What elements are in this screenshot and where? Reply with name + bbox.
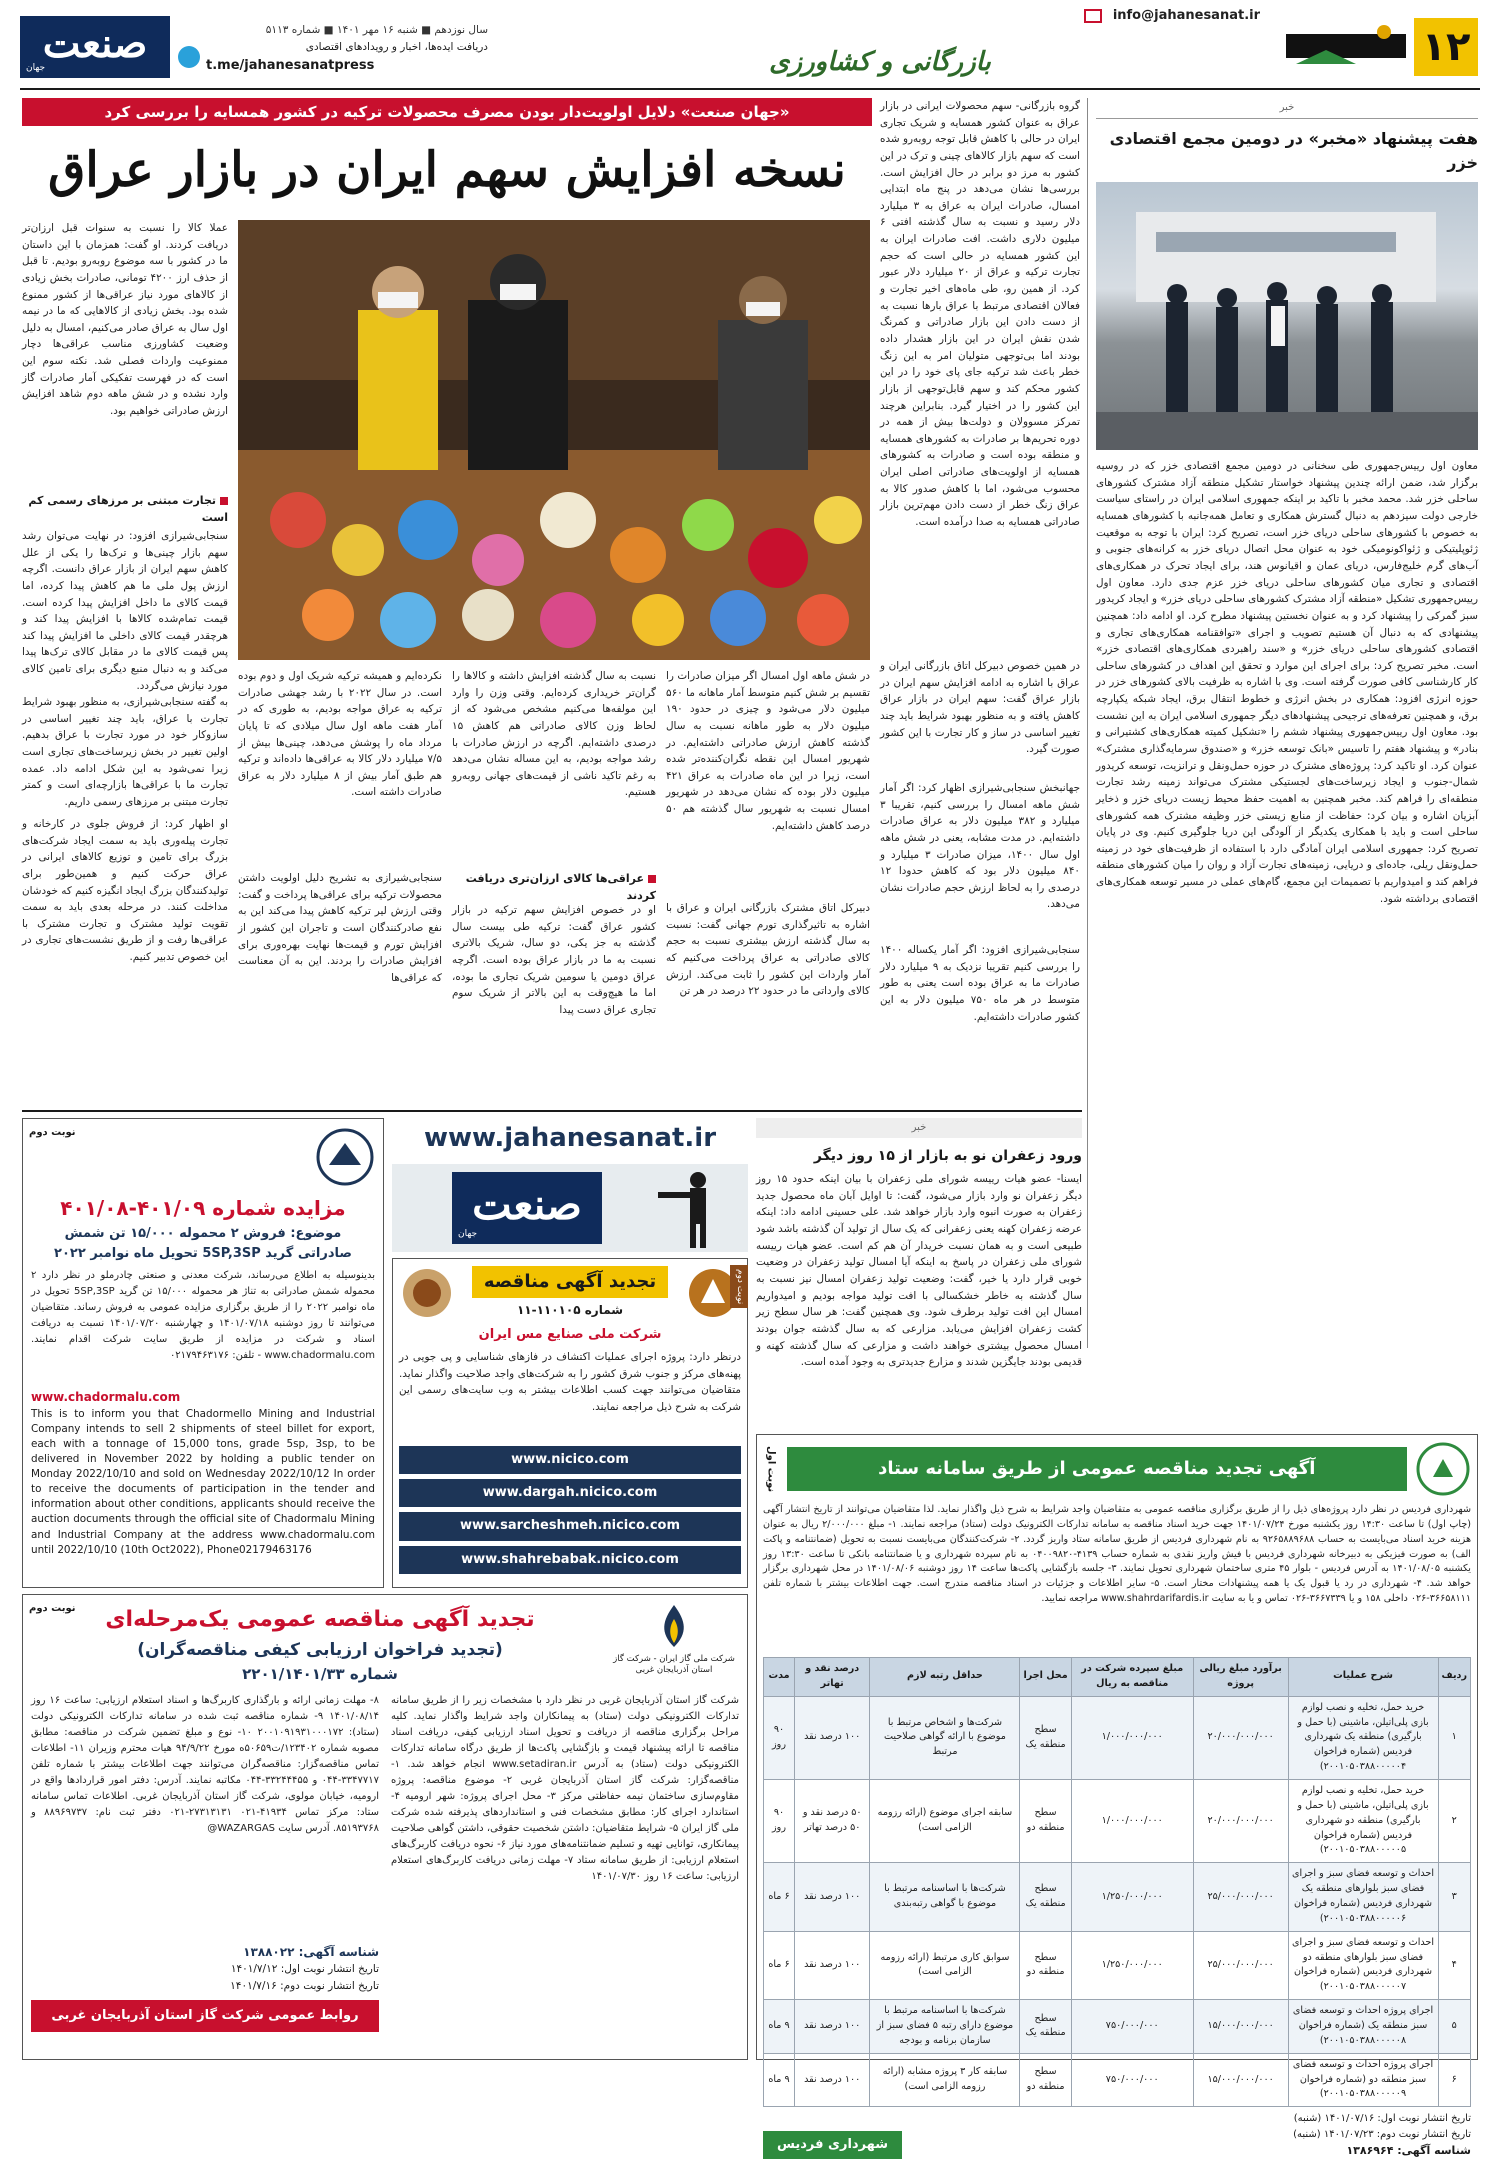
email-line[interactable]: info@jahanesanat.ir [1084,6,1260,26]
table-cell: ۳ [1438,1863,1470,1931]
nicico-ad [392,1258,748,1588]
table-cell: ۶ ماه [764,1931,795,1999]
main-col-4: نکرده‌ایم و همیشه ترکیه شریک اول و دوم بوده است. در سال ۲۰۲۲ با رشد جهشی صادرات ترکیه به عراق مواجه بودیم، به طوری که در آمار هفت ماهه اول سال میلادی که تا پایان مرداد ماه را پوشش می‌دهد، چینی‌ها بیش از ۷/۵ میلیارد دلار کالا به عراقی‌ها داده‌اند و ترکیه هم طبق آمار بیش از ۸ میلیارد دلار به عراق صادرات داشته است. [238,670,443,799]
table-header-row [764,1658,1471,1697]
table-cell: ۵ [1438,2000,1470,2054]
gas-number: شماره ۲۲۰۱/۱۴۰۱/۳۳ [242,1665,398,1684]
chadormalu-body-en: This is to inform you that Chadormello Mining and Industrial Company intends to sell 2 shipments of steel billet for export, each with a tonnage of 15,000 tons, grade 5sp, 3sp, to be delivered in November 2022 by holding a public tender on Monday 2022/10/10 and sold on Wednesday 2022/10/12 In order to receive the documents of participation in the tender and information about other conditions, applicants should receive the auction documents through the official site of Chadormalu Mining and Industrial Company at the address www.chadormalu.com until 2022/10/10 (10th Oct2022), Phone02179463176 [31,1407,375,1556]
masthead-logo: صنعت جهان [20,16,170,78]
gas-company-logo-text: شرکت ملی گاز ایران - شرکت گاز استان آذربایجان غربی [613,1654,735,1676]
side-article-photo [1096,182,1478,450]
brand-banner [392,1164,748,1252]
table-cell: شرکت‌ها با اساسنامه مرتبط با موضوع با گواهی رتبه‌بندی [870,1863,1020,1931]
fardis-shenase: شناسه آگهی: ۱۳۸۶۹۶۴ [1346,2144,1471,2158]
section-title: بازرگانی و کشاورزی [769,47,991,77]
bullet-mark [220,497,228,505]
table-cell: ۲۵/۰۰۰/۰۰۰/۰۰۰ [1193,1863,1288,1931]
main-col-3: نسبت به سال گذشته افزایش داشته و کالاها را گران‌تر خریداری کرده‌ایم. وقتی وزن را وارد این مولفه‌ها می‌کنیم مشخص می‌شود که از لحاظ وزن کالای صادراتی هم کاهش ۱۵ درصدی داشته‌ایم. اگرچه در ارزش صادرات با رشد مواجه بودیم، به این مساله نشان می‌دهد به رغم تاکید ناشی از قیمت‌های جهانی روبه‌رو هستیم. [452,670,656,799]
page-header [0,0,1500,96]
side-article [1096,98,1478,1348]
main-col-3b: او در خصوص افزایش سهم ترکیه در بازار کشور عراق گفت: ترکیه طی بیست سال گذشته به جز یکی، دو سال، شریک بالاتری نسبت به ما در بازار عراق بوده است. اگرچه عراق دومین یا سومین شریک تجاری ما بوده، اما ما هیچ‌وقت به این بالاتر از شریک سوم تجاری عراق دست پیدا [452,904,656,1016]
table-cell: احداث و توسعه فضای سبز و اجرای فضای سبز بلوارهای منطقه دو شهرداری فردیس (شماره فراخوان ۲۰۰۱۰۵۰۳۸۸۰۰۰۰۰۷) [1288,1931,1438,1999]
table-cell: سطح منطقه یک [1020,1696,1071,1779]
main-kicker: «جهان صنعت» دلایل اولویت‌دار بودن مصرف محصولات ترکیه در کشور همسایه را بررسی کرد [22,98,872,126]
fardis-ad [756,1434,1478,2158]
table-cell: سطح منطقه دو [1020,1780,1071,1863]
side-article-title: هفت پیشنهاد «مخبر» در دومین مجمع اقتصادی خزر [1109,128,1478,173]
main-col-2: در شش ماهه اول امسال اگر میزان صادرات را تقسیم بر شش کنیم متوسط آمار ماهانه ما ۵۶۰ میلیون دلار می‌شود و چیزی در حدود ۱۹۰ میلیون دلار به طور ماهانه نسبت به سال گذشته کاهش ارزش صادراتی داشته‌ایم. در شهریور امسال این نقطه نگران‌کننده‌تر شده است، زیرا در این ماه صادرات به عراق ۴۲۱ میلیون دلار بوده که نشان می‌دهد در شهریور امسال نسبت به شهریور سال گذشته هم ۵۰ درصد کاهش داشته‌ایم. [666,670,870,832]
saffron-body: ایسنا- عضو هیات رییسه شورای ملی زعفران با بیان اینکه حدود ۱۵ روز دیگر زعفران نو وارد بازار می‌شود، گفت: تا اوایل آبان ماه محصول جدید زعفران به صورت انبوه وارد بازار خواهد شد. علی حسینی ادامه داد: اینکه عرضه زعفران کهنه یعنی زعفرانی که یک سال از تولید آن گذشته باشد شود طبیعی است و به همان نسبت خریدار آن هم کم است. عضو هیات رییسه شورای ملی زعفران در پاسخ به اینکه آیا امسال تولید زعفران در وضعیت خوبی قرار دارد یا خیر، گفت: وضعیت تولید زعفران امسال نیز نسبت به سال گذشته به خاطر خشکسالی با افت تولید مواجه بودیم و امیدواریم امسال این افت تولید برطرف شود. وی همچنین گفت: هر سال سطح زیر کشت زعفران افزایش می‌یابد. مزارعی که به سال گذشته جوان بودند امسال محصول بیشتری خواهند داشت و مزارعی که سال گذشته کهنه و قدیمی بودند جایگزین شدند و مزارع جدیدتری به وجود آمده است. [756,1173,1082,1369]
gas-col-right: شرکت گاز استان آذربایجان غربی در نظر دارد با مشخصات زیر را از طریق سامانه تدارکات الکترونیکی دولت (ستاد) به پیمانکاران واجد شرایط واگذار نماید. کلیه مراحل برگزاری مناقصه از دریافت و تحویل اسناد ارزیابی کیفی، دریافت اسناد مناقصه تا ارائه پیشنهاد قیمت و بازگشایی پاکت‌ها از طریق درگاه سامانه تدارکات الکترونیکی دولت (ستاد) به آدرس www.setadiran.ir انجام خواهد شد. ۱- مناقصه‌گزار: شرکت گاز استان آذربایجان غربی ۲- موضوع مناقصه: پروژه مقاوم‌سازی ساختمان نیمه حفاظتی مرکز ۳- محل اجرای پروژه: شهر ارومیه ۴- استاندارد اجرای کار: مطابق مشخصات فنی و استانداردهای پذیرفته شده شرکت ملی گاز ایران ۵- شرایط متقاضیان: داشتن شخصیت حقوقی، داشتن گواهی صلاحیت پیمانکاری، توانایی تهیه و تسلیم ضمانتنامه‌های مورد نیاز ۶- نحوه دریافت کاربرگ‌های استعلام ارزیابی: از طریق سامانه ستاد ۷- مهلت زمانی دریافت کاربرگ‌های استعلام ارزیابی: ساعت ۱۶ روز ۱۴۰۱/۰۷/۳۰ [391,1694,740,1882]
table-cell: ۱۰۰ درصد نقد [795,1696,870,1779]
table-cell: اجرای پروژه احداث و توسعه فضای سبز منطقه دو (شماره فراخوان ۲۰۰۱۰۵۰۳۸۸۰۰۰۰۰۹) [1288,2053,1438,2107]
table-row [764,1931,1471,1999]
telegram-block[interactable]: دریافت ایده‌ها، اخبار و رویدادهای اقتصادی t.me/jahanesanatpress [178,40,488,75]
col-header: برآورد مبلغ ریالی پروژه [1193,1658,1288,1697]
table-cell: ۹۰ روز [764,1780,795,1863]
badge: نوبت دوم [730,1265,748,1308]
table-row [764,1863,1471,1931]
col-header: درصد نقد و تهاتر [795,1658,870,1697]
pointing-figure-icon [648,1168,728,1250]
gas-ad [22,1594,748,2060]
nicico-url-4[interactable]: www.shahrebabak.nicico.com [399,1546,741,1574]
table-cell: ۹۰ روز [764,1696,795,1779]
table-cell: سطح منطقه دو [1020,2053,1071,2107]
main-headline: نسخه افزایش سهم ایران در بازار عراق [48,142,846,198]
table-cell: ۴ [1438,1931,1470,1999]
site-url[interactable]: www.jahanesanat.ir [423,1123,717,1153]
table-cell: خرید حمل، تخلیه و نصب لوازم بازی پلی‌اتیلن، ماشینی (با حمل و بارگیری) منطقه یک شهرداری فردیس (شماره فراخوان ۲۰۰۱۰۵۰۳۸۸۰۰۰۰۰۴) [1288,1696,1438,1779]
fardis-signature: شهرداری فردیس [763,2131,902,2159]
nicico-url-2[interactable]: www.dargah.nicico.com [399,1479,741,1507]
brand-logo: صنعت جهان [452,1172,602,1244]
col-header: مدت [764,1658,795,1697]
main-col-5b: سنجابی‌شیرازی افزود: در نهایت می‌توان رشد سهم بازار چینی‌ها و ترک‌ها را یکی از علل کاهش سهم ایران از بازار عراق دانست. اگرچه ارزش پول ملی ما هم کاهش پیدا کرده، اما قیمت کالای ما داخل افزایش پیدا کرده است. قیمت تمام‌شده کالاها با افزایش پیدا کند و هرچقدر قیمت کالای داخلی ما افزایش پیدا کند پس قیمت کالای ما در مقابل کالای ترک‌ها پیدا می‌کند و به دنبال منبع دیگری برای تامین کالای مورد نیازش می‌گردد. [22,530,228,692]
table-cell: ۱۰۰ درصد نقد [795,2000,870,2054]
main-col-5c: به گفته سنجابی‌شیرازی، به منظور بهبود شرایط تجارت با عراق، باید چند تغییر اساسی در سازوکار خود در مورد تجارت با عراق بدهیم. اولین تغییر در بخش زیرساخت‌های تجاری است زیرا نمی‌شود به این شکل ادامه داد. عمده تجارت ما با عراقی‌ها بازارچه‌ای است و کمتر تجارت مبتنی بر مرزهای رسمی داریم. [22,696,228,808]
gas-footer: روابط عمومی شرکت گاز استان آذربایجان غربی [31,2000,379,2032]
fardis-logo-icon [1415,1441,1471,1497]
chadormalu-ad [22,1118,384,1588]
col-header: محل اجرا [1020,1658,1071,1697]
side-article-body: معاون اول رییس‌جمهوری طی سخنانی در دومین مجمع اقتصادی خزر که در روسیه برگزار شد، ضمن ارائه چندین پیشنهاد خواستار تشکیل منطقه آزاد مشترک کشورهای ساحلی خزر شد. محمد مخبر با تاکید بر اینکه جمهوری اسلامی ایران در راستای سیاست خارجی دولت سیزدهم به دنبال گسترش همکاری و تعامل همه‌جانبه با کشورهای همسایه به خصوص با کشورهای ساحلی دریای خزر است، تصریح کرد: ایران با توجه به موقعیت ژئوپلیتیکی و ژئواکونومیکی خود به عنوان محل اتصال دریای خزر به کرانه‌های جنوبی و آب‌های گرم خلیج‌فارس، دریای عمان و اقیانوس هند، برای ایجاد تحرک در همکاری‌های اقتصادی و تجاری میان کشورهای ساحلی دریای خزر عزم جدی دارد. معاون اول رییس‌جمهوری تشکیل «منطقه آزاد مشترک کشورهای ساحلی دریای خزر» و ایجاد کریدور سبز گمرکی را پیشنهاد کرد و به عنوان نخستین پیشنهاد مطرح کرد. او ادامه داد: همچنین پیشنهادی که به دنبال آن هستیم تصویب و اجرای «توافقنامه همکاری‌های تجاری و اقتصادی کشورهای ساحلی دریای خزر» و «سند راهبردی همکاری‌های اقتصادی خزر» است. مخبر تصریح کرد: برای اجرای این موارد و تحقق این اهداف در کشورهای ساحلی کار کارشناسی کافی صورت گرفته است. وی با اشاره به ظرفیت بالای کشورهای خزر در حوزه انرژی افزود: همکاری در بخش انرژی و خطوط انتقال برق، ایجاد شبکه یکپارچه برق، و همچنین تعرفه‌های ترجیحی پیشنهادهای دیگر جمهوری اسلامی ایران به این نشست بود. معاون اول رییس‌جمهوری پیشنهاد ششم را «تشکیل کمیته همکاری‌های کشتیرانی و بنادر» و پیشنهاد هفتم را تاسیس «بانک توسعه خزر» و «صندوق سرمایه‌گذاری مشترک» عنوان کرد. او تاکید کرد: پروژه‌های مشترک در حوزه حمل‌ونقل و ترانزیت، توسعه کریدور شمال-جنوب و ایجاد زیرساخت‌های لجستیکی مشترک می‌تواند زمینه رشد تجارت منطقه‌ای را فراهم کند. مخبر همچنین به اهمیت حفظ محیط زیست دریای خزر و ذخایر آبزیان اشاره و بیان کرد: حفاظت از منابع زیستی خزر وظیفه مشترک همه کشورهای ساحلی است و باید با همکاری یکدیگر از آلودگی این دریا جلوگیری کنیم. وی در پایان تصریح کرد: جمهوری اسلامی ایران آمادگی دارد با استفاده از ظرفیت‌های خود در زمینه حمل‌ونقل ریلی، جاده‌ای و دریایی، زمینه‌های تجارت آزاد و روان را میان کشورهای منطقه فراهم کند و امیدواریم با تصمیمات این مجمع، گام‌های عملی در مسیر توسعه همکاری‌های اقتصادی برداشته شود. [1096,460,1478,905]
gas-col-left: ۸- مهلت زمانی ارائه و بارگذاری کاربرگ‌ها و اسناد استعلام ارزیابی: ساعت ۱۶ روز ۱۴۰۱/۰۸/۱۴ ۹- شماره مناقصه ثبت شده در سامانه تدارکات الکترونیکی دولت (ستاد): ۲۰۰۱۰۹۱۹۳۱۰۰۰۱۷۲ ۱۰- نوع و مبلغ تضمین شرکت در مناقصه: مطابق مصوبه شماره ۱۲۳۴۰۲/ت۵۰۶۵۹ه مورخ ۹۴/۹/۲۲ هیات محترم وزیران ۱۱- اطلاعات تماس مناقصه‌گزار: مناقصه‌گران می‌توانند جهت اطلاعات بیشتر با شماره تلفن ۳۳۴۷۷۱۷-۰۴۴ و ۳۳۲۴۴۴۵۵-۰۴۴ مکاتبه نمایند. آدرس: دفتر امور قراردادها واقع در ارومیه، خیابان مولوی، شرکت گاز استان آذربایجان غربی. اطلاعات تماس سامانه ستاد: مرکز تماس ۴۱۹۳۴-۰۲۱ ۲۷۳۱۳۱۳۱-۰۲۱ دفتر ثبت نام: ۸۸۹۶۹۷۳۷ و ۸۵۱۹۳۷۶۸. آدرس سایت WAZARGAS@ [31,1694,380,1834]
chadormalu-title: مزایده شماره ۴۰۱/۰۹-۴۰۱/۰۸ [60,1196,346,1220]
table-cell: ۹ ماه [764,2053,795,2107]
table-cell: ۲۰/۰۰۰/۰۰۰/۰۰۰ [1193,1780,1288,1863]
table-cell: ۱/۰۰۰/۰۰۰/۰۰۰ [1071,1696,1193,1779]
saffron-title: ورود زعفران نو به بازار از ۱۵ روز دیگر [813,1147,1082,1164]
badge: نوبت اول [765,1445,777,1493]
fardis-title: آگهی تجدید مناقصه عمومی از طریق سامانه ستاد [787,1447,1408,1491]
main-col-4b: سنجابی‌شیرازی به تشریح دلیل اولویت داشتن محصولات ترکیه برای عراقی‌ها پرداخت و گفت: وقتی ارزش لیر ترکیه کاهش پیدا می‌کند این به نفع صادرکنندگان است و تاجران این کشور از افزایش تورم و قیمت‌ها نهایت بهره‌وری برای افزایش صادرات را بردند. این به آن معناست که عراقی‌ها [238,872,442,984]
main-col-5: عملا کالا را نسبت به سنوات قبل ارزان‌تر دریافت کردند. او گفت: همزمان با این داستان ما در کشور با سه موضوع روبه‌رو بودیم. تا قبل از حذف ارز ۴۲۰۰ تومانی، صادرات بخش زیادی از کالاهای مورد نیاز عراقی‌ها از کشور ممنوع شده بود. بخش زیادی از کالاهایی که ما در نیمه اول سال به عراق صادر می‌کنیم، امسال به دلیل وضعیت کشاورزی مناسب عراقی‌ها دچار ممنوعیت واردات فصلی شد. نکته سوم این است که در فهرست تفکیکی آمار صادرات گاز وارد نشده و در شش ماهه دوم شاهد افزایش ارزش صادراتی خواهیم بود. [22,222,229,418]
nicico-number: شماره ۱۱۰۱۰۵-۱۱ [516,1303,624,1318]
table-cell: شرکت‌ها با اساسنامه مرتبط با موضوع دارای رتبه ۵ فضای سبز از سازمان برنامه و بودجه [870,2000,1020,2054]
table-cell: ۱۵/۰۰۰/۰۰۰/۰۰۰ [1193,2053,1288,2107]
nicico-url-3[interactable]: www.sarcheshmeh.nicico.com [399,1512,741,1540]
table-cell: ۱۰۰ درصد نقد [795,2053,870,2107]
main-col-1: گروه بازرگانی- سهم محصولات ایرانی در بازار عراق به عنوان کشور همسایه و شریک تجاری ایران در حالی با کاهش قابل توجه روبه‌رو شده است که سهم بازار کالاهای چینی و ترک در این کشور به مرز دو برابر در حال افزایش است. بررسی‌ها نشان می‌دهد در پنج ماه ابتدایی امسال، صادرات ایران به عراق به ۳ میلیارد دلار رسید و نسبت به سال گذشته افتی ۶ میلیون دلاری داشت. افت صادرات ایران به این کشور همسایه در حالی است که حجم تجارت ترکیه و عراق از ۲۰ میلیارد دلار عبور کرد. از همین رو، طی ماه‌های اخیر تجارت و فعالان اقتصادی مرتبط با عراق بارها نسبت به از دست دادن این بازار صادراتی و کمرنگ شدن نقش ایران در این بازار هشدار داده بودند اما بی‌توجهی متولیان امر به این زنگ خطر باعث شد ترکیه جای پای خود را در این کشور محکم کند و سهم قابل‌توجهی از بازار این کشور را در اختیار گیرد. بنابراین هرچند تمرکز مسوولان و دولت‌ها بیش از همه در دوره تحریم‌ها بر صادرات به کشورهای همسایه و منطقه بوده است و صادرات به کشورهای همسایه از اولویت‌های صادراتی اصلی ایران محسوب می‌شود، اما با کاهش صدور کالا به عراق زنگ خطر از دست دادن مهم‌ترین بازار صادراتی همسایه به صدا درآمده است. [880,100,1081,529]
market-photo [238,220,870,660]
fardis-date-1: تاریخ انتشار نوبت اول: ۱۴۰۱/۰۷/۱۶ (شنبه) [1293,2113,1471,2125]
nicico-company: شرکت ملی صنایع مس ایران [478,1327,662,1342]
table-cell: احداث و توسعه فضای سبز و اجرای فضای سبز بلوارهای منطقه یک شهرداری فردیس (شماره فراخوان ۲۰۰۱۰۵۰۳۸۸۰۰۰۰۰۶) [1288,1863,1438,1931]
table-cell: ۱/۰۰۰/۰۰۰/۰۰۰ [1071,1780,1193,1863]
nicico-title: تجدید آگهی مناقصه [472,1266,668,1298]
gas-date-1: تاریخ انتشار نوبت اول: ۱۴۰۱/۷/۱۲ [230,1963,379,1976]
table-row [764,1780,1471,1863]
table-cell: ۷۵۰/۰۰۰/۰۰۰ [1071,2000,1193,2054]
table-cell: ۱۰۰ درصد نقد [795,1931,870,1999]
table-row [764,2000,1471,2054]
nigc-logo-icon [644,1603,704,1649]
table-row [764,2053,1471,2107]
table-cell: ۱۰۰ درصد نقد [795,1863,870,1931]
brand-box [392,1118,748,1254]
table-cell: سطح منطقه یک [1020,1863,1071,1931]
table-cell: سابقه کار ۳ پروژه مشابه (ارائه رزومه الزامی است) [870,2053,1020,2107]
table-cell: خرید حمل، تخلیه و نصب لوازم بازی پلی‌اتیلن، ماشینی (با حمل و بارگیری) منطقه دو شهرداری فردیس (شماره فراخوان ۲۰۰۱۰۵۰۳۸۸۰۰۰۰۰۵) [1288,1780,1438,1863]
saffron-article [756,1118,1082,1430]
main-col-1d: سنجابی‌شیرازی افزود: اگر آمار یکساله ۱۴۰۰ را بررسی کنیم تقریبا نزدیک به ۹ میلیارد دلار صادرات ما به عراق بوده است یعنی به طور متوسط در هر ماه ۷۵۰ میلیون دلار به این کشور صادرات داشته‌ایم. [880,944,1080,1023]
table-cell: ۱۵/۰۰۰/۰۰۰/۰۰۰ [1193,2000,1288,2054]
col-header: مبلغ سپرده شرکت در مناقصه به ریال [1071,1658,1193,1697]
section-logo [1286,20,1406,76]
page-number: ۱۲ [1414,18,1478,76]
table-cell: ۹ ماه [764,2000,795,2054]
table-cell: ۱ [1438,1696,1470,1779]
col-header: ردیف [1438,1658,1470,1697]
col-header: حداقل رتبه لازم [870,1658,1020,1697]
side-article-tag: خبر [1096,98,1478,119]
table-cell: ۵۰ درصد نقد و ۵۰ درصد تهاتر [795,1780,870,1863]
chadormalu-body-fa: بدینوسیله به اطلاع می‌رساند، شرکت معدنی و صنعتی چادرملو در نظر دارد ۲ محموله شمش صادراتی به تناژ هر محموله ۱۵/۰۰۰ تن گرید 5SP,3SP تحویل در ماه نوامبر ۲۰۲۲ را از طریق برگزاری مزایده عمومی به فروش رساند. متقاضیان می‌توانند تا روز دوشنبه ۱۴۰۱/۰۷/۱۸ و چهارشنبه ۱۴۰۱/۰۷/۲۰ نسبت به دریافت اسناد و شرکت در مزایده از طریق سایت شرکت اقدام نمایند. www.chadormalu.com - تلفن: ۰۲۱۷۹۴۶۳۱۷۶ [31,1270,376,1362]
telegram-icon [178,46,200,68]
table-cell: ۶ [1438,2053,1470,2107]
issue-line: سال نوزدهم ■ شنبه ۱۶ مهر ۱۴۰۱ ■ شماره ۵۱۱۳ [265,24,488,36]
bullet-mark [648,875,656,883]
nicico-url-1[interactable]: www.nicico.com [399,1446,741,1474]
fardis-table [763,1657,1471,2107]
table-cell: سطح منطقه یک [1020,2000,1071,2054]
table-cell: سطح منطقه دو [1020,1931,1071,1999]
chadormalu-logo-icon [315,1127,375,1187]
table-cell: ۱/۲۵۰/۰۰۰/۰۰۰ [1071,1931,1193,1999]
table-cell: ۲۰/۰۰۰/۰۰۰/۰۰۰ [1193,1696,1288,1779]
table-cell: اجرای پروژه احداث و توسعه فضای سبز منطقه یک (شماره فراخوان ۲۰۰۱۰۵۰۳۸۸۰۰۰۰۰۸) [1288,2000,1438,2054]
main-col-1c: جهانبخش سنجابی‌شیرازی اظهار کرد: اگر آمار شش ماهه امسال را بررسی کنیم، تقریبا ۳ میلیارد و ۳۸۲ میلیون دلار به عراق صادرات داشته‌ایم. در مدت مشابه، یعنی در شش ماهه اول سال ۱۴۰۰، میزان صادرات ۳ میلیارد و ۸۴۰ میلیون دلار بود که کاهش حدودا ۱۲ درصدی را به لحاظ ارزش حجم صادرات نشان می‌دهد. [880,782,1080,911]
table-cell: ۶ ماه [764,1863,795,1931]
badge: نوبت دوم [29,1127,76,1138]
table-cell: شرکت‌ها و اشخاص مرتبط با موضوع با ارائه گواهی صلاحیت مرتبط [870,1696,1020,1779]
table-cell: ۲ [1438,1780,1470,1863]
fardis-body: شهرداری فردیس در نظر دارد پروژه‌های ذیل را از طریق برگزاری مناقصه عمومی به متقاضیان واجد شرایط به شرح ذیل واگذار نماید. لذا متقاضیان می‌توانند از تاریخ انتشار آگهی (چاپ اول) تا ساعت ۱۴:۳۰ روز یکشنبه مورخ ۱۴۰۱/۰۷/۲۴ جهت خرید اسناد مناقصه به سامانه تدارکات الکترونیک دولت (ستاد) مراجعه نمایند. ۱- مبلغ ۲/۰۰۰/۰۰۰ ریال به عنوان هزینه خرید اسناد می‌بایست به حساب ۹۲۶۵۸۸۹۶۸۸ به نام شهرداری فردیس از طریق سامانه ستاد واریز گردد. ۲- شرکت‌کنندگان می‌بایست نسبت به تحویل (ضمانتنامه و پاکت الف) به صورت فیزیکی به دبیرخانه شهرداری فردیس با فیش واریز نقدی به شماره حساب ۴۱۳۹-۰۴۰۰۹۸۲۰ به نام سپرده شهرداری و یا ضمانتنامه بانکی تا ساعت ۱۳:۳۰ روز یکشنبه ۱۴۰۱/۰۸/۰۵ به آدرس فردیس - بلوار ۴۵ متری ساختمان شهرداری تحویل نمایند. ۳- جلسه بازگشایی پاکت‌ها ساعت ۱۴ روز دوشنبه ۱۴۰۱/۰۸/۰۶ در محل شهرداری برگزار خواهد شد. ۴- شهرداری در رد یا قبول یک یا همه پیشنهادات مختار است. ۵- سایر اطلاعات و جزئیات در اسناد مناقصه مندرج است. جهت اطلاعات بیشتر با شماره تلفن ۳۶۶۵۸۱۱۱-۰۲۶ داخلی ۱۵۸ و یا ۳۶۶۷۳۳۹-۰۲۶ تماس و یا به سایت www.shahrdarifardis.ir مراجعه نمایید. [763,1504,1472,1605]
fardis-date-2: تاریخ انتشار نوبت دوم: ۱۴۰۱/۰۷/۲۳ (شنبه) [1293,2128,1471,2140]
table-row [764,1696,1471,1779]
badge: نوبت دوم [29,1603,76,1614]
main-col-2b: دبیرکل اتاق مشترک بازرگانی ایران و عراق با اشاره به تاثیرگذاری تورم جهانی گفت: نسبت به سال گذشته ارزش بیشتری نسبت به حجم کالای صادراتی به عراق پرداخت می‌کنیم که آمار واردات این کشور را ثابت می‌کند. ارزش کالای وارداتی ما در حدود ۲۲ درصد در هر تن [666,902,870,998]
mail-icon [1084,9,1102,23]
gas-date-2: تاریخ انتشار نوبت دوم: ۱۴۰۱/۷/۱۶ [230,1979,379,1992]
table-cell: سوابق کاری مرتبط (ارائه رزومه الزامی است) [870,1931,1020,1999]
chadormalu-subject-1: موضوع: فروش ۲ محموله ۱۵/۰۰۰ تن شمش [64,1226,342,1241]
chadormalu-site[interactable]: www.chadormalu.com [31,1390,181,1405]
table-cell: ۷۵۰/۰۰۰/۰۰۰ [1071,2053,1193,2107]
nicico-body: درنظر دارد: پروژه اجرای عملیات اکتشاف در فازهای شناسایی و پی جویی در پهنه‌های مرکز و جنوب شرق کشور را به شرکت‌های واجد صلاحیت واگذار نماید. متقاضیان می‌توانند جهت کسب اطلاعات بیشتر به وب سایت‌های رسمی این شرکت به شرح ذیل مراجعه نمایند. [399,1351,741,1414]
subhead-cheaper-goods: عراقی‌ها کالای ارزان‌تری دریافت کردند [465,872,656,903]
gas-shenase: شناسه آگهی: ۱۳۸۸۰۲۲ [243,1944,379,1959]
main-col-1b: در همین خصوص دبیرکل اتاق بازرگانی ایران و عراق با اشاره به ادامه افزایش سهم ایران در بازار عراق گفت: سهم ایران در بازار عراق کاهش یافته و به منظور بهبود شرایط باید چند تغییر اساسی در ساز و کار تجارت با این کشور صورت گیرد. [880,660,1080,756]
nicico-emblem-icon [399,1265,455,1321]
gas-subtitle: (تجدید فراخوان ارزیابی کیفی مناقصه‌گران) [137,1640,503,1661]
main-col-5d: او اظهار کرد: از فروش جلوی در کارخانه و تجارت پیله‌وری باید به سمت ایجاد شرکت‌های بزرگ برای تامین و توزیع کالاهای ایرانی در عراق حرکت کنیم و همین‌طور برای تولیدکنندگان بزرگ ایجاد انگیزه کنیم که خودشان مداخلت کنند. در مرحله بعدی باید به سمت تقویت تولید مشترک و تجارت مشترک با عراقی‌ها رفت و از طریق نشست‌های تجاری در این خصوص تدبیر کنیم. [22,818,228,964]
gas-title: تجدید آگهی مناقصه عمومی یک‌مرحله‌ای [105,1607,535,1632]
col-header: شرح عملیات [1288,1658,1438,1697]
table-cell: سابقه اجرای موضوع (ارائه رزومه الزامی است) [870,1780,1020,1863]
saffron-tag: خبر [756,1118,1082,1138]
chadormalu-subject-2: صادراتی گرید 5SP,3SP تحویل ماه نوامبر ۲۰۲۲ [54,1246,352,1262]
table-cell: ۲۵/۰۰۰/۰۰۰/۰۰۰ [1193,1931,1288,1999]
subhead-official-borders: تجارت مبتنی بر مرزهای رسمی کم است [28,494,228,525]
table-cell: ۱/۲۵۰/۰۰۰/۰۰۰ [1071,1863,1193,1931]
